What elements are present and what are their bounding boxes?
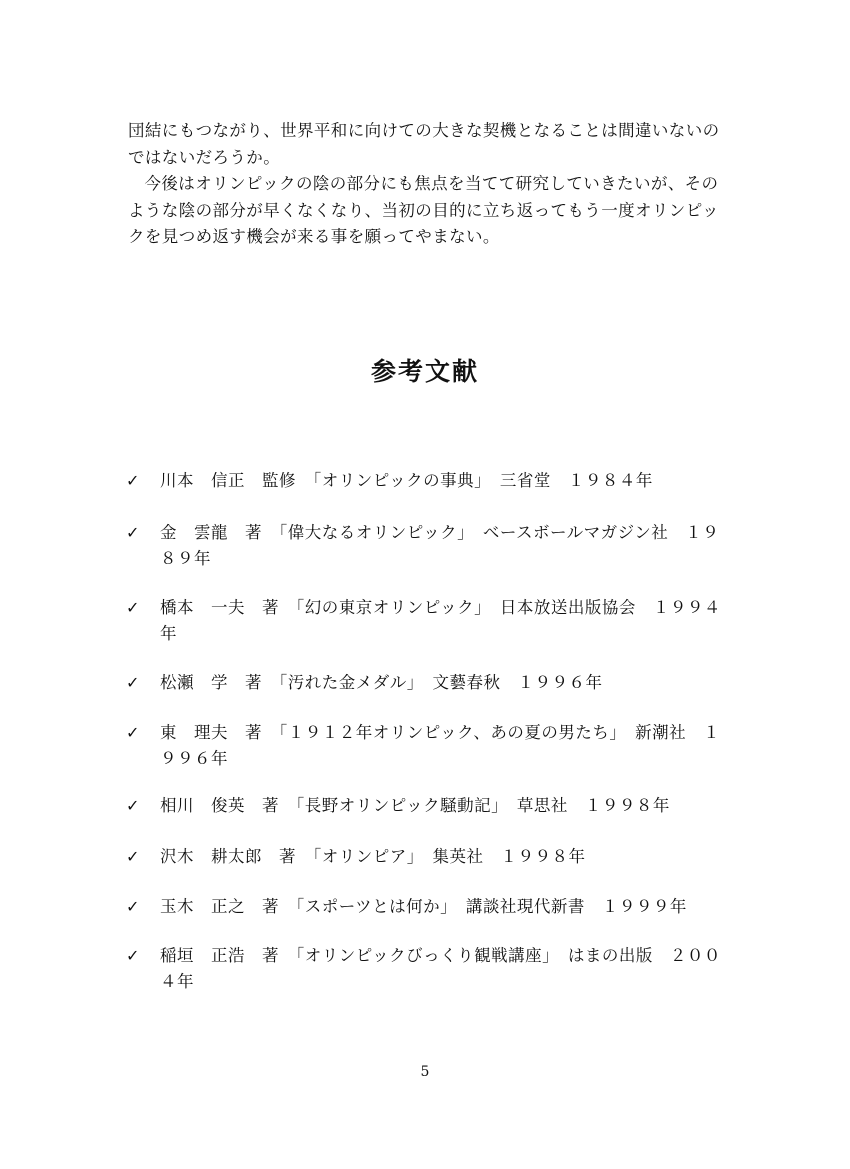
check-icon: ✓ — [126, 523, 140, 542]
check-icon: ✓ — [126, 847, 140, 866]
section-title: 参考文献 — [370, 357, 479, 386]
reference-text: 橋本 一夫 著 「幻の東京オリンピック」 日本放送出版協会 １９９４年 — [160, 598, 721, 643]
reference-text: 松瀬 学 著 「汚れた金メダル」 文藝春秋 １９９６年 — [160, 673, 603, 692]
intro-text — [128, 118, 728, 251]
check-icon: ✓ — [126, 598, 140, 617]
check-icon: ✓ — [126, 723, 140, 742]
check-icon: ✓ — [126, 946, 140, 965]
reference-item — [126, 520, 736, 572]
reference-item — [126, 720, 736, 772]
reference-text: 玉木 正之 著 「スポーツとは何か」 講談社現代新書 １９９９年 — [160, 897, 687, 916]
reference-item — [126, 595, 736, 647]
reference-item — [126, 943, 736, 995]
reference-item — [126, 670, 736, 696]
reference-item — [126, 844, 736, 870]
check-icon: ✓ — [126, 673, 140, 692]
reference-text: 沢木 耕太郎 著 「オリンピア」 集英社 １９９８年 — [160, 847, 586, 866]
intro-paragraph-2: 今後はオリンピックの陰の部分にも焦点を当てて研究していきたいが、そのような陰の部分が早くなくなり、当初の目的に立ち返ってもう一度オリンピックを見つめ返す機会が来る事を願ってやまない。 — [128, 174, 719, 246]
reference-text: 金 雲龍 著 「偉大なるオリンピック」 ベースボールマガジン社 １９８９年 — [160, 523, 720, 568]
check-icon: ✓ — [126, 897, 140, 916]
reference-text: 東 理夫 著 「１９１２年オリンピック、あの夏の男たち」 新潮社 １９９６年 — [160, 723, 721, 768]
reference-text: 稲垣 正浩 著 「オリンピックびっくり観戦講座」 はまの出版 ２００４年 — [160, 946, 721, 991]
reference-item — [126, 793, 736, 819]
reference-item — [126, 468, 736, 494]
reference-text: 相川 俊英 著 「長野オリンピック騒動記」 草思社 １９９８年 — [160, 796, 670, 815]
reference-item — [126, 894, 736, 920]
check-icon: ✓ — [126, 796, 140, 815]
intro-paragraph-1: 団結にもつながり、世界平和に向けての大きな契機となることは間違いないのではないだろうか。 — [128, 121, 720, 167]
page-number: 5 — [420, 1064, 430, 1080]
reference-text: 川本 信正 監修 「オリンピックの事典」 三省堂 １９８４年 — [160, 471, 653, 490]
check-icon: ✓ — [126, 471, 140, 490]
